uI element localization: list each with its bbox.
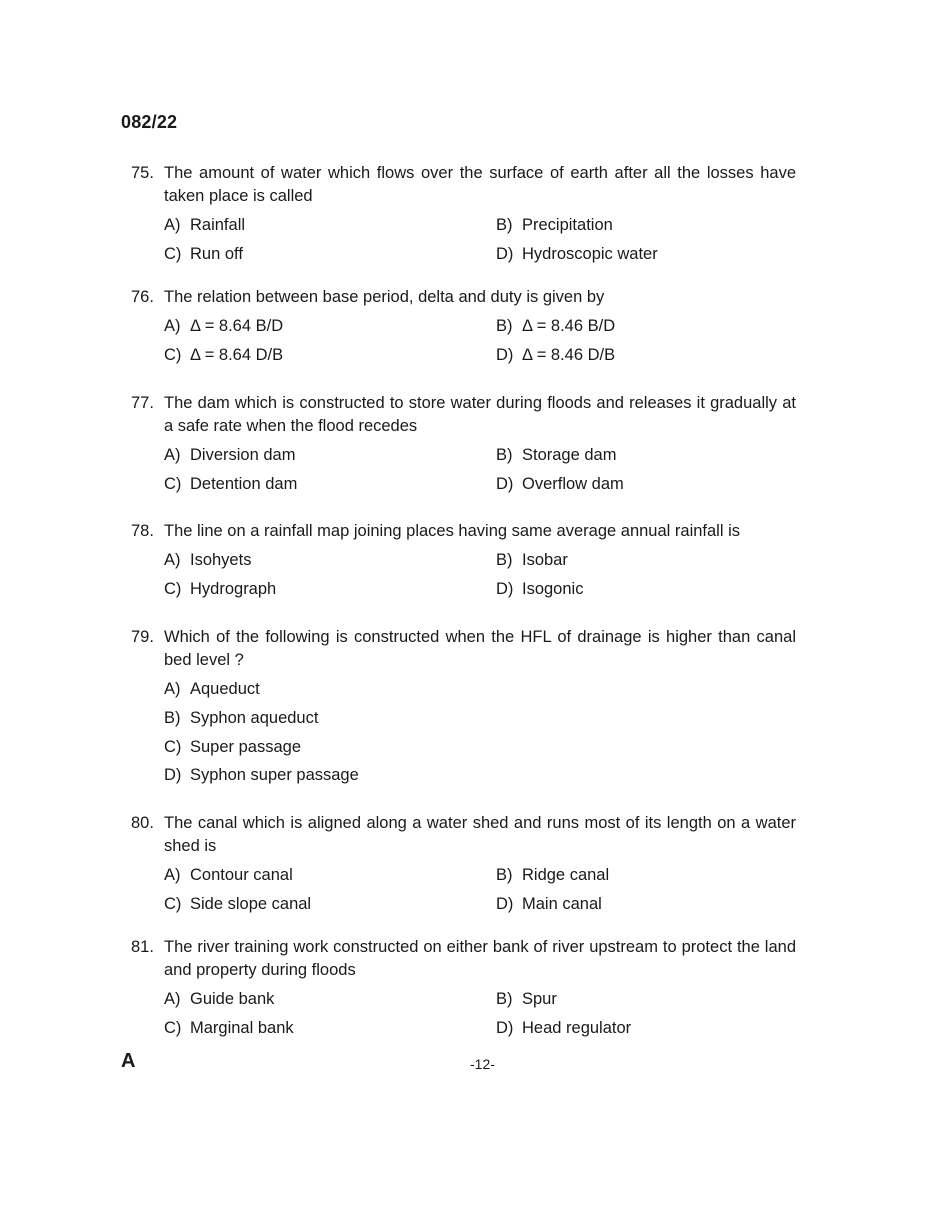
option-text: Hydroscopic water (522, 245, 658, 263)
option-letter: A) (164, 680, 181, 698)
option-text: Syphon aqueduct (190, 709, 319, 727)
option-b (164, 707, 318, 730)
question-text: The river training work constructed on either bank of river upstream to protect the land and property during floods (164, 938, 796, 979)
question-number: 80. (131, 814, 154, 832)
option-letter: A) (164, 866, 181, 884)
option-text: Detention dam (190, 475, 298, 493)
option-d (496, 578, 583, 601)
option-letter: C) (164, 738, 182, 756)
question-text: Which of the following is constructed when the HFL of drainage is higher than canal bed level ? (164, 628, 796, 669)
option-text: Δ = 8.64 D/B (190, 346, 284, 364)
option-a (164, 444, 295, 467)
option-b (496, 444, 616, 467)
option-text: Guide bank (190, 990, 275, 1008)
option-letter: D) (496, 580, 514, 598)
option-a (164, 214, 245, 237)
question-number: 79. (131, 628, 154, 646)
option-a (164, 864, 293, 887)
option-c (164, 578, 276, 601)
option-b (496, 214, 613, 237)
option-text: Aqueduct (190, 680, 260, 698)
option-text: Isohyets (190, 551, 252, 569)
option-b (496, 988, 557, 1011)
option-c (164, 736, 301, 759)
option-letter: A) (164, 990, 181, 1008)
option-a (164, 549, 251, 572)
question-text: The relation between base period, delta and duty is given by (164, 288, 605, 306)
option-text: Run off (190, 245, 243, 263)
option-a (164, 315, 283, 338)
question-number: 78. (131, 522, 154, 540)
option-letter: D) (496, 245, 514, 263)
option-d (496, 473, 624, 496)
option-text: Isogonic (522, 580, 584, 598)
option-letter: D) (164, 766, 182, 784)
option-letter: D) (496, 895, 514, 913)
option-letter: C) (164, 245, 182, 263)
option-text: Δ = 8.46 D/B (522, 346, 616, 364)
option-letter: D) (496, 475, 514, 493)
option-letter: A) (164, 216, 181, 234)
option-text: Δ = 8.46 B/D (522, 317, 616, 335)
option-d (496, 893, 602, 916)
option-text: Rainfall (190, 216, 246, 234)
option-text: Main canal (522, 895, 602, 913)
option-b (496, 864, 609, 887)
option-b (496, 315, 615, 338)
option-b (496, 549, 568, 572)
option-letter: C) (164, 1019, 182, 1037)
question-number: 76. (131, 288, 154, 306)
option-letter: D) (496, 1019, 514, 1037)
option-c (164, 1017, 294, 1040)
option-c (164, 243, 243, 266)
option-text: Diversion dam (190, 446, 296, 464)
option-text: Head regulator (522, 1019, 632, 1037)
option-text: Marginal bank (190, 1019, 294, 1037)
series-code: A (121, 1050, 136, 1072)
question-text: The line on a rainfall map joining places having same average annual rainfall is (164, 522, 741, 540)
option-c (164, 893, 311, 916)
option-d (496, 344, 615, 367)
option-letter: B) (496, 446, 513, 464)
option-d (164, 764, 359, 787)
option-letter: B) (164, 709, 181, 727)
option-letter: A) (164, 446, 181, 464)
question-text: The dam which is constructed to store water during floods and releases it gradually at a safe rate when the flood recedes (164, 394, 796, 435)
option-letter: C) (164, 580, 182, 598)
option-text: Side slope canal (190, 895, 312, 913)
option-d (496, 243, 658, 266)
option-letter: D) (496, 346, 514, 364)
page-number: -12- (470, 1056, 495, 1072)
option-letter: B) (496, 216, 513, 234)
option-letter: C) (164, 895, 182, 913)
question-paper-code: 082/22 (121, 112, 178, 132)
option-c (164, 344, 283, 367)
option-a (164, 988, 274, 1011)
option-text: Storage dam (522, 446, 617, 464)
option-text: Hydrograph (190, 580, 277, 598)
question-number: 77. (131, 394, 154, 412)
option-letter: B) (496, 551, 513, 569)
option-text: Precipitation (522, 216, 613, 234)
option-letter: B) (496, 866, 513, 884)
option-letter: C) (164, 475, 182, 493)
question-number: 81. (131, 938, 154, 956)
option-text: Syphon super passage (190, 766, 359, 784)
option-letter: C) (164, 346, 182, 364)
option-text: Isobar (522, 551, 568, 569)
option-letter: A) (164, 551, 181, 569)
option-d (496, 1017, 631, 1040)
option-c (164, 473, 297, 496)
option-letter: B) (496, 990, 513, 1008)
question-number: 75. (131, 164, 154, 182)
option-text: Super passage (190, 738, 301, 756)
option-text: Contour canal (190, 866, 293, 884)
option-text: Δ = 8.64 B/D (190, 317, 284, 335)
option-a (164, 678, 260, 701)
option-text: Ridge canal (522, 866, 610, 884)
option-text: Spur (522, 990, 557, 1008)
question-text: The amount of water which flows over the surface of earth after all the losses have taken place is called (164, 164, 796, 205)
question-text: The canal which is aligned along a water shed and runs most of its length on a water shed is (164, 814, 796, 855)
option-letter: A) (164, 317, 181, 335)
option-letter: B) (496, 317, 513, 335)
option-text: Overflow dam (522, 475, 624, 493)
